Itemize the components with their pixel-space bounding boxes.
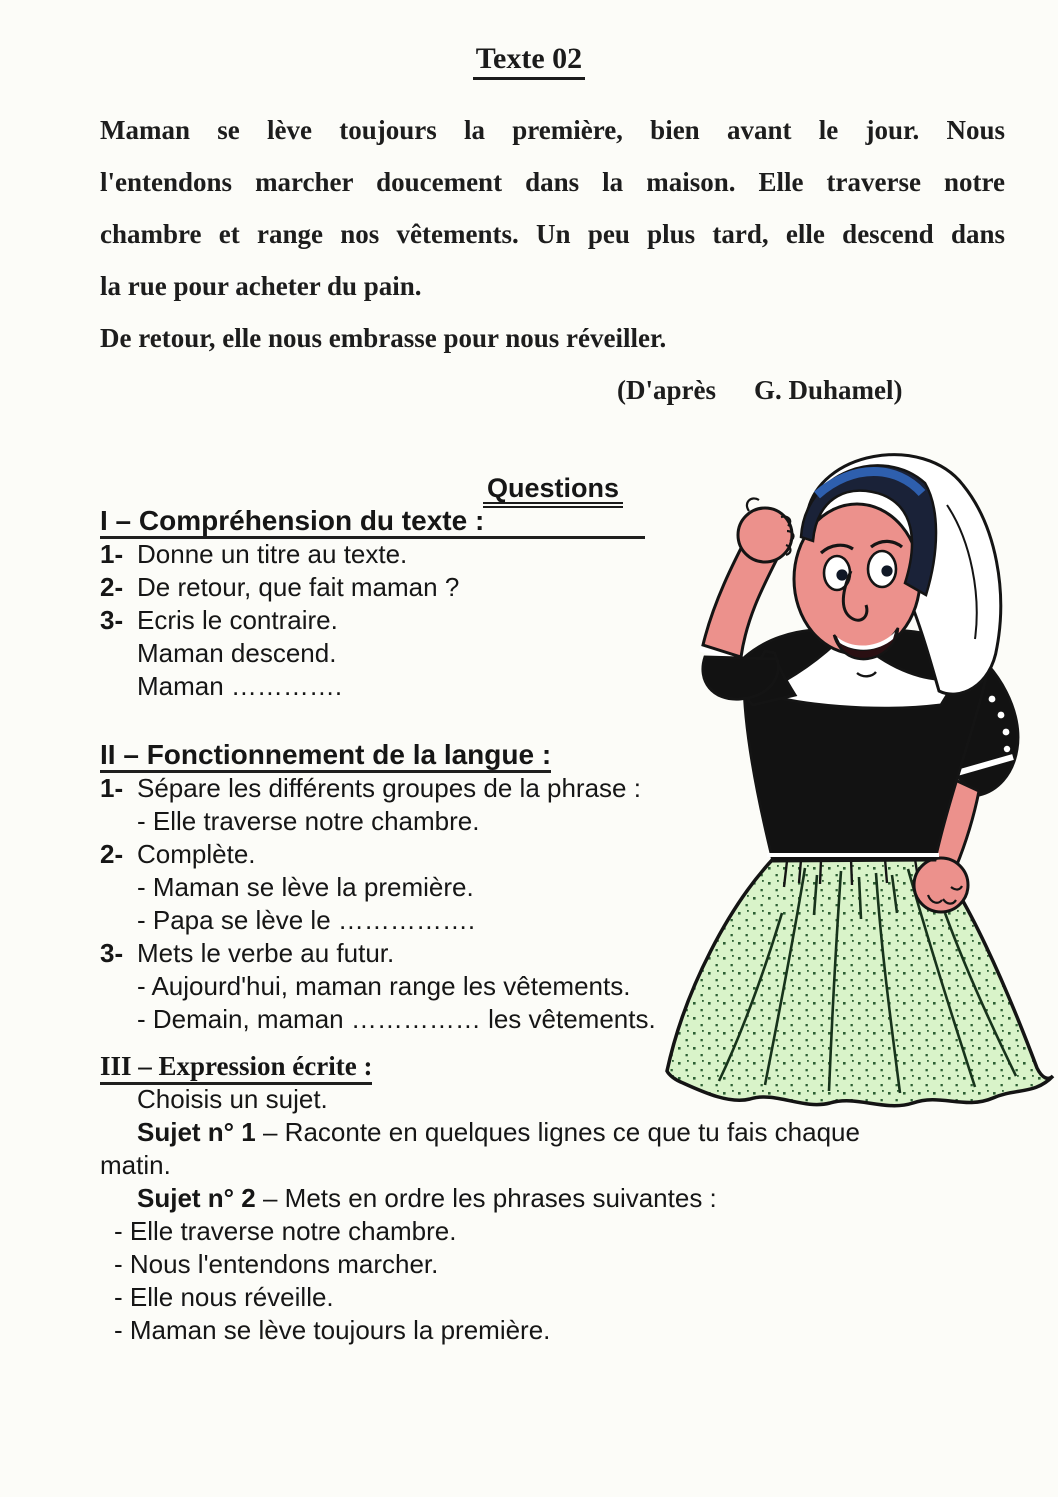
woman-illustration — [645, 443, 1055, 1111]
passage-line: la rue pour acheter du pain. — [100, 271, 422, 301]
item-text: Ecris le contraire. — [137, 605, 338, 635]
passage-line: l'entendons marcher doucement dans la maison. Elle traverse notre — [100, 167, 1005, 197]
item-text: Complète. — [137, 839, 256, 869]
section1-heading: I – Compréhension du texte : — [100, 506, 645, 539]
attribution-author: G. Duhamel) — [753, 375, 903, 405]
sujet-continuation: matin. — [100, 1150, 171, 1180]
item-text: Mets le verbe au futur. — [137, 938, 395, 968]
reading-passage — [100, 104, 1005, 416]
skirt — [667, 858, 1053, 1106]
passage-line: Maman se lève toujours la première, bien avant le jour. Nous — [100, 115, 1005, 145]
item-text: De retour, que fait maman ? — [137, 572, 460, 602]
item-number: 1- — [100, 539, 124, 569]
attribution — [100, 364, 1005, 416]
ordering-sentence: - Maman se lève toujours la première. — [114, 1315, 551, 1345]
passage-line: chambre et range nos vêtements. Un peu plus tard, elle descend dans — [100, 219, 1005, 249]
ordering-sentence: - Elle traverse notre chambre. — [114, 1216, 457, 1246]
title-row — [0, 42, 1058, 80]
passage-line: De retour, elle nous embrasse pour nous réveiller. — [100, 323, 667, 353]
sujet-text: – Raconte en quelques lignes ce que tu fais chaque — [255, 1117, 860, 1147]
item-number: 2- — [100, 572, 124, 602]
raised-arm — [700, 498, 795, 705]
sujet-item — [100, 1116, 1006, 1149]
page-title: Texte 02 — [473, 42, 585, 80]
sujet-label: Sujet n° 1 — [137, 1117, 256, 1147]
sujet-item — [100, 1182, 1006, 1215]
dash-item-blank: - Demain, maman …………… les vêtements. — [137, 1004, 656, 1034]
ordering-sentence: - Nous l'entendons marcher. — [114, 1249, 439, 1279]
section3-heading: III – Expression écrite : — [100, 1052, 372, 1085]
section2-heading: II – Fonctionnement de la langue : — [100, 740, 551, 773]
dash-item-blank: - Papa se lève le ……………. — [137, 905, 476, 935]
right-fist — [914, 858, 968, 912]
dash-item: - Maman se lève la première. — [137, 872, 474, 902]
section3-intro: Choisis un sujet. — [137, 1084, 328, 1114]
item-text: Sépare les différents groupes de la phrase : — [137, 773, 641, 803]
item-number: 3- — [100, 938, 124, 968]
dash-item: - Elle traverse notre chambre. — [137, 806, 480, 836]
questions-title: Questions — [483, 475, 623, 508]
dash-item: - Aujourd'hui, maman range les vêtements. — [137, 971, 631, 1001]
sujet-label: Sujet n° 2 — [137, 1183, 256, 1213]
question-subline-blank: Maman …………. — [137, 671, 343, 701]
ordering-sentence: - Elle nous réveille. — [114, 1282, 334, 1312]
item-number: 2- — [100, 839, 124, 869]
item-text: Donne un titre au texte. — [137, 539, 408, 569]
woman-illustration-svg — [645, 443, 1055, 1111]
sujet-text: – Mets en ordre les phrases suivantes : — [255, 1183, 717, 1213]
attribution-prefix: (D'après — [617, 375, 716, 405]
item-number: 3- — [100, 605, 124, 635]
item-number: 1- — [100, 773, 124, 803]
question-subline: Maman descend. — [137, 638, 337, 668]
